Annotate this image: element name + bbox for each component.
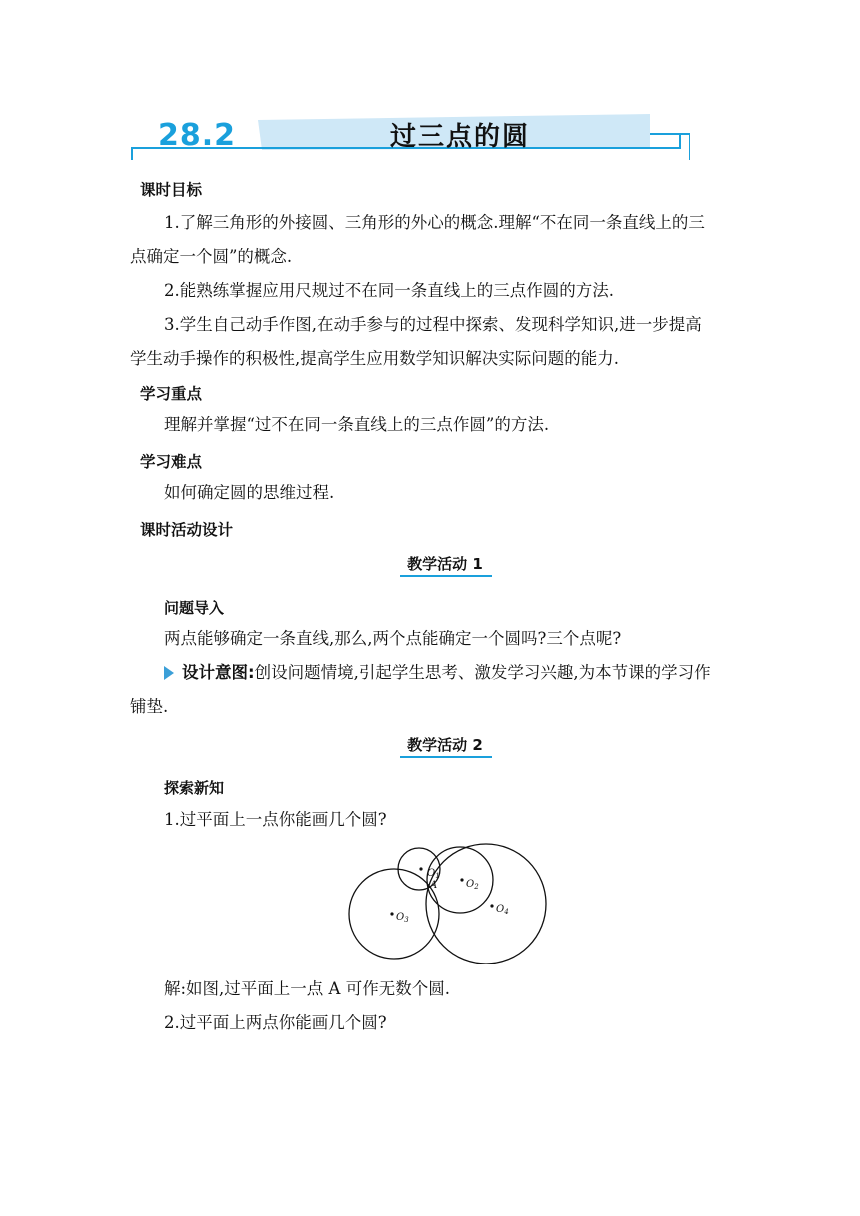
center-dot-o2	[460, 878, 463, 881]
activity-1-question: 两点能够确定一条直线,那么,两个点能确定一个圆吗?三个点呢?	[164, 629, 622, 648]
design-intent-label: 设计意图:	[182, 663, 255, 682]
label-o3-sub: 3	[404, 916, 409, 924]
key-points-heading: 学习重点	[140, 385, 203, 403]
goal-2: 2.能熟练掌握应用尺规过不在同一条直线上的三点作圆的方法.	[164, 281, 614, 300]
design-intent-line-1	[182, 661, 711, 685]
answer-1: 解:如图,过平面上一点 A 可作无数个圆.	[164, 979, 450, 998]
label-o4-sub: 4	[504, 908, 509, 916]
design-intent-line-2: 铺垫.	[130, 697, 169, 716]
label-o1-sub: 1	[435, 872, 440, 880]
circles-diagram	[344, 840, 550, 964]
design-heading: 课时活动设计	[140, 521, 234, 539]
goal-3-line-2: 学生动手操作的积极性,提高学生应用数学知识解决实际问题的能力.	[130, 349, 619, 368]
triangle-marker-icon	[164, 666, 174, 680]
circle-o3	[349, 869, 439, 959]
label-o1-text: $O_1$	[427, 868, 440, 880]
goal-1-line-1: 1.了解三角形的外接圆、三角形的外心的概念.理解“不在同一条直线上的三	[164, 213, 705, 232]
label-o2-sub: 2	[474, 883, 479, 891]
label-o2-text: $O_2$	[466, 879, 479, 891]
circle-o4	[426, 844, 546, 964]
difficulty-text: 如何确定圆的思维过程.	[164, 483, 335, 502]
activity-1-underline	[400, 575, 492, 577]
section-header	[128, 112, 690, 162]
activity-2-subheading: 探索新知	[164, 779, 225, 797]
section-title: 过三点的圆	[390, 122, 531, 152]
center-dot-o3	[390, 912, 393, 915]
section-number: 28.2	[158, 118, 237, 153]
question-1: 1.过平面上一点你能画几个圆?	[164, 810, 387, 829]
activity-2-title: 教学活动 2	[407, 736, 483, 754]
label-a-text: A	[430, 880, 438, 891]
design-intent-text: 创设问题情境,引起学生思考、激发学习兴趣,为本节课的学习作	[254, 663, 711, 682]
label-o4-text: $O_4$	[496, 904, 509, 916]
key-points-text: 理解并掌握“过不在同一条直线上的三点作圆”的方法.	[164, 415, 550, 434]
difficulty-heading: 学习难点	[140, 453, 203, 471]
question-2: 2.过平面上两点你能画几个圆?	[164, 1013, 387, 1032]
goals-heading: 课时目标	[140, 181, 203, 199]
circles-figure	[344, 840, 550, 968]
label-o3-text: $O_3$	[396, 912, 409, 924]
center-dot-o1	[419, 867, 422, 870]
goal-1-line-2: 点确定一个圆”的概念.	[130, 247, 293, 266]
center-dot-o4	[490, 904, 493, 907]
activity-1-title: 教学活动 1	[407, 555, 483, 573]
activity-1-subheading: 问题导入	[164, 599, 225, 617]
goal-3-line-1: 3.学生自己动手作图,在动手参与的过程中探索、发现科学知识,进一步提高	[164, 315, 702, 334]
activity-2-underline	[400, 756, 492, 758]
